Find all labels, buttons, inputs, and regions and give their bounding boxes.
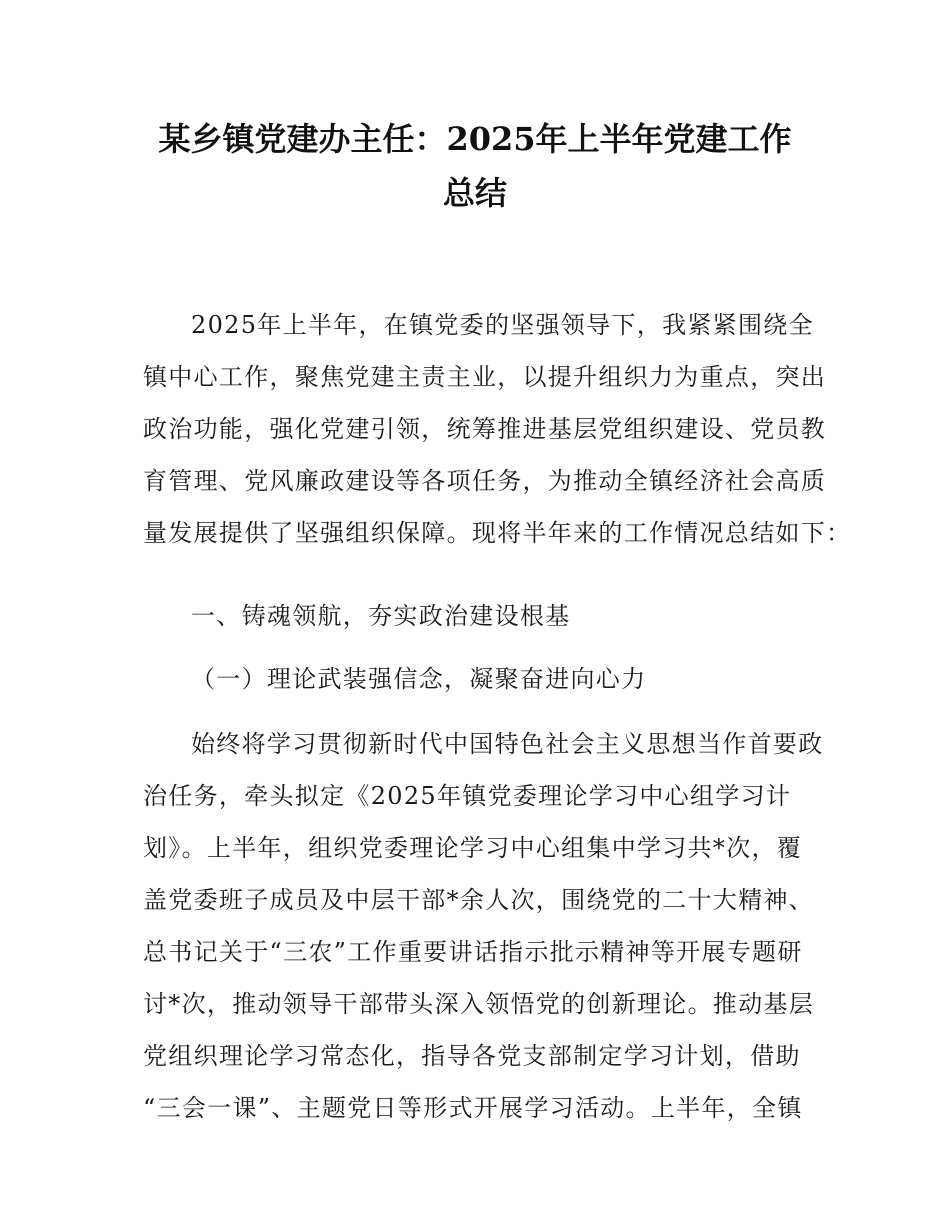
section-heading-text: 一、铸魂领航，夯实政治建设根基 <box>191 602 571 630</box>
paragraph-line: 盖党委班子成员及中层干部*余人次，围绕党的二十大精神、 <box>143 886 815 914</box>
paragraph-line: 镇中心工作，聚焦党建主责主业，以提升组织力为重点，突出 <box>143 363 827 391</box>
body-paragraph <box>143 718 824 1134</box>
subsection-heading <box>143 653 815 705</box>
paragraph-line: 政治功能，强化党建引领，统筹推进基层党组织建设、党员教 <box>143 415 827 443</box>
paragraph-line: 始终将学习贯彻新时代中国特色社会主义思想当作首要政 <box>191 730 824 758</box>
paragraph-line: 育管理、党风廉政建设等各项任务，为推动全镇经济社会高质 <box>143 467 827 495</box>
paragraph-line: 2025年上半年，在镇党委的坚强领导下，我紧紧围绕全 <box>191 311 814 339</box>
paragraph-line: 治任务，牵头拟定《2025年镇党委理论学习中心组学习计 <box>143 782 792 810</box>
paragraph-line: 党组织理论学习常态化，指导各党支部制定学习计划，借助 <box>143 1042 801 1070</box>
paragraph-line: 量发展提供了坚强组织保障。现将半年来的工作情况总结如下： <box>143 519 852 547</box>
subsection-heading-text: （一）理论武装强信念，凝聚奋进向心力 <box>191 665 647 693</box>
paragraph-line: “三会一课”、主题党日等形式开展学习活动。上半年，全镇 <box>143 1094 803 1122</box>
title-line-1: 某乡镇党建办主任：2025年上半年党建工作 <box>158 120 792 158</box>
intro-paragraph <box>143 299 852 559</box>
title-line-2: 总结 <box>442 174 507 212</box>
paragraph-line: 划》。上半年，组织党委理论学习中心组集中学习共*次，覆 <box>143 834 803 862</box>
section-heading <box>143 590 815 642</box>
paragraph-line: 总书记关于“三农”工作重要讲话指示批示精神等开展专题研 <box>143 938 803 966</box>
document-title <box>110 112 840 220</box>
paragraph-line: 讨*次，推动领导干部带头深入领悟党的创新理论。推动基层 <box>143 990 815 1018</box>
